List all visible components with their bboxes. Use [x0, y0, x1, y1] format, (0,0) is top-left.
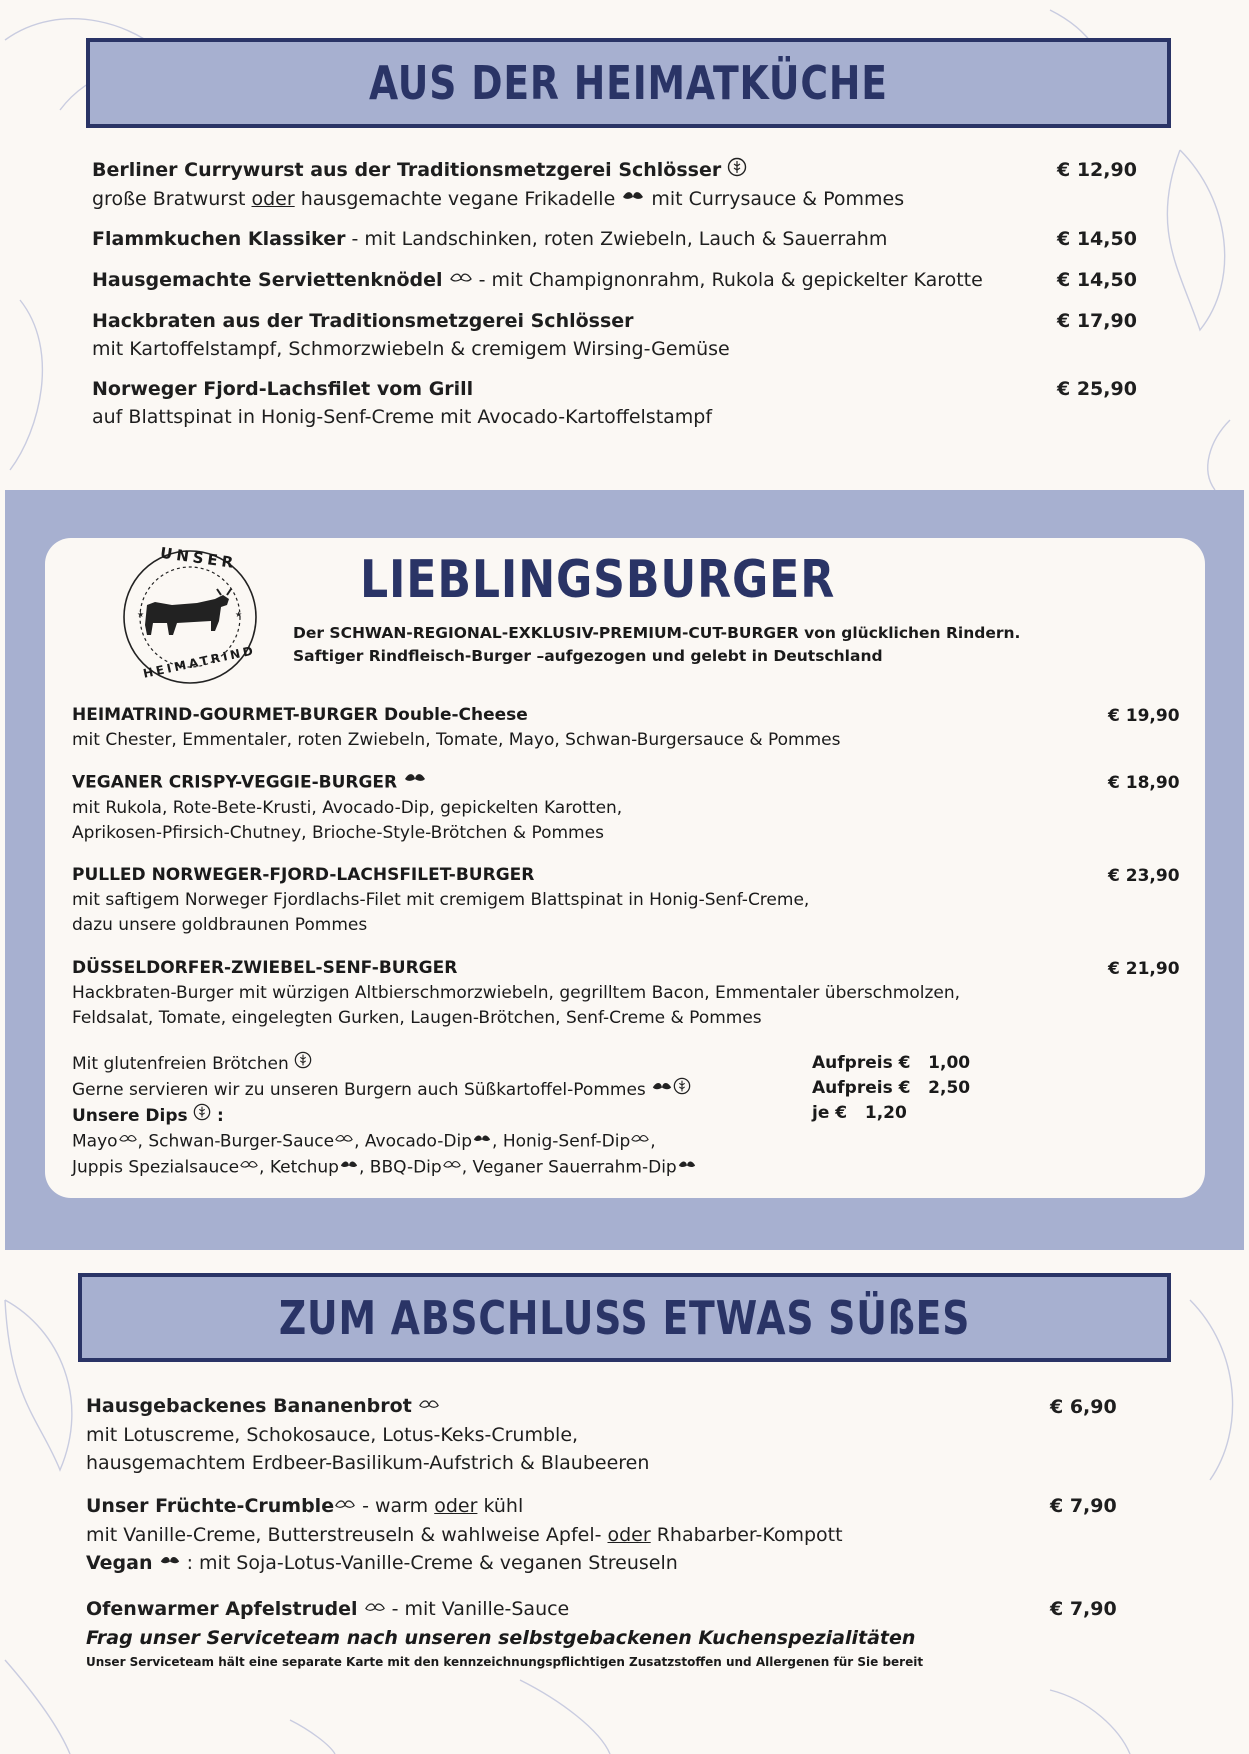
item-desc: mit Rukola, Rote-Bete-Krusti, Avocado-Dip, gepickelten Karotten,	[72, 797, 623, 818]
burger-slogan	[293, 622, 1020, 668]
item-name: Hausgemachte Serviettenknödel	[92, 269, 443, 291]
item-desc: kühl	[477, 1495, 524, 1517]
dip-price: je € 1,20	[812, 1103, 907, 1123]
list-item	[86, 1392, 649, 1477]
vegetarian-leaf-icon	[239, 1155, 259, 1180]
dip-item: , Honig-Senf-Dip	[492, 1131, 631, 1152]
dip-item: Juppis Spezialsauce	[72, 1157, 240, 1177]
item-name: Norweger Fjord-Lachsfilet vom Grill	[92, 378, 474, 400]
item-price: € 18,90	[1108, 773, 1180, 793]
list-item	[72, 703, 840, 753]
list-item	[92, 375, 712, 431]
list-item	[86, 1595, 569, 1624]
dip-item: Mayo	[72, 1131, 118, 1152]
item-desc: mit Lotuscreme, Schokosauce, Lotus-Keks-Crumble,	[86, 1423, 579, 1446]
list-item	[92, 307, 730, 363]
item-desc: - warm	[356, 1495, 435, 1517]
logo-text-top: UNSER	[159, 543, 239, 573]
item-name: Ofenwarmer Apfelstrudel	[86, 1598, 358, 1620]
item-name: Flammkuchen Klassiker	[92, 228, 346, 250]
gluten-free-icon	[294, 1051, 312, 1077]
item-name: PULLED NORWEGER-FJORD-LACHSFILET-BURGER	[72, 865, 535, 885]
list-item	[92, 225, 887, 253]
item-desc-or: oder	[434, 1495, 478, 1517]
list-item	[72, 863, 809, 938]
vegan-label: Vegan	[86, 1551, 153, 1574]
item-desc: : mit Soja-Lotus-Vanille-Creme & veganen Streuseln	[180, 1551, 678, 1574]
item-desc: - mit Landschinken, roten Zwiebeln, Lauch & Sauerrahm	[345, 228, 888, 250]
item-desc: große Bratwurst	[92, 187, 252, 210]
item-desc: mit saftigem Norweger Fjordlachs-Filet mit cremigem Blattspinat in Honig-Senf-Creme,	[72, 890, 810, 910]
dessert-header	[78, 1273, 1171, 1362]
item-desc: dazu unsere goldbraunen Pommes	[72, 915, 368, 935]
list-item	[92, 266, 983, 295]
dessert-title: ZUM ABSCHLUSS ETWAS SÜßES	[278, 1290, 971, 1345]
vegetarian-leaf-icon	[334, 1493, 356, 1521]
heimat-header	[86, 38, 1171, 128]
item-price: € 7,90	[1050, 1495, 1117, 1517]
vegetarian-leaf-icon	[364, 1596, 386, 1624]
item-price: € 23,90	[1108, 866, 1180, 886]
vegetarian-leaf-icon	[630, 1129, 650, 1154]
item-desc: mit Currysauce & Pommes	[645, 187, 905, 210]
svg-text:★: ★	[235, 610, 243, 619]
vegetarian-leaf-icon	[449, 267, 473, 295]
dip-item: , Ketchup	[259, 1157, 339, 1177]
vegetarian-leaf-icon	[334, 1129, 354, 1154]
item-desc: mit Kartoffelstampf, Schmorzwiebeln & cremigem Wirsing-Gemüse	[92, 338, 730, 360]
item-desc: Aprikosen-Pfirsich-Chutney, Brioche-Style-Brötchen & Pommes	[72, 822, 604, 843]
list-item	[86, 1492, 843, 1577]
vegan-leaf-icon	[651, 1078, 673, 1103]
vegan-leaf-icon	[621, 185, 645, 213]
dips-label: Unsere Dips	[72, 1106, 188, 1126]
item-desc: mit Vanille-Creme, Butterstreuseln & wahlweise Apfel-	[86, 1523, 608, 1546]
item-desc-or: oder	[607, 1523, 651, 1546]
item-price: € 14,50	[1057, 228, 1137, 250]
list-item	[92, 156, 904, 213]
item-name: VEGANER CRISPY-VEGGIE-BURGER	[72, 772, 398, 793]
allergen-note: Unser Serviceteam hält eine separate Karte mit den kennzeichnungspflichtigen Zusatzstoffen und Allergenen für Sie bereit	[86, 1655, 924, 1669]
gluten-free-icon	[193, 1103, 211, 1129]
item-name: DÜSSELDORFER-ZWIEBEL-SENF-BURGER	[72, 958, 458, 978]
list-item	[72, 956, 960, 1031]
dip-item: , BBQ-Dip	[358, 1157, 442, 1177]
dips-colon: :	[211, 1106, 224, 1126]
gluten-free-icon	[727, 157, 747, 185]
item-name: HEIMATRIND-GOURMET-BURGER Double-Cheese	[72, 705, 528, 725]
vegetarian-leaf-icon	[118, 1129, 138, 1154]
item-name: Unser Früchte-Crumble	[86, 1495, 335, 1517]
item-price: € 21,90	[1108, 959, 1180, 979]
item-desc: hausgemachte vegane Frikadelle	[294, 187, 616, 210]
dip-sep: ,	[650, 1131, 656, 1152]
item-desc: Rhabarber-Kompott	[650, 1523, 843, 1546]
dip-item: , Avocado-Dip	[354, 1131, 473, 1152]
svg-text:★: ★	[137, 610, 145, 619]
vegan-leaf-icon	[472, 1129, 492, 1154]
heimat-title: AUS DER HEIMATKÜCHE	[369, 56, 888, 110]
extra-gluten-free: Mit glutenfreien Brötchen	[72, 1054, 289, 1074]
item-name: Berliner Currywurst aus der Traditionsmetzgerei Schlösser	[92, 159, 722, 181]
dip-item: , Schwan-Burger-Sauce	[137, 1131, 335, 1152]
logo-text-bottom: HEIMATRIND	[141, 643, 258, 681]
item-price: € 25,90	[1057, 378, 1137, 400]
item-desc: Hackbraten-Burger mit würzigen Altbierschmorzwiebeln, gegrilltem Bacon, Emmentaler überschmolzen,	[72, 983, 961, 1003]
item-price: € 17,90	[1057, 310, 1137, 332]
list-item	[72, 770, 622, 846]
burger-title: LIEBLINGSBURGER	[360, 550, 836, 610]
item-desc: Feldsalat, Tomate, eingelegten Gurken, Laugen-Brötchen, Senf-Creme & Pommes	[72, 1008, 762, 1028]
vegan-leaf-icon	[677, 1155, 697, 1180]
extra-sweet-potato: Gerne servieren wir zu unseren Burgern auch Süßkartoffel-Pommes	[72, 1080, 646, 1100]
burger-extras	[72, 1051, 697, 1180]
item-desc: auf Blattspinat in Honig-Senf-Creme mit Avocado-Kartoffelstampf	[92, 406, 713, 428]
item-desc: - mit Vanille-Sauce	[385, 1598, 570, 1620]
gluten-free-icon	[673, 1077, 691, 1103]
vegan-leaf-icon	[159, 1549, 181, 1577]
item-price: € 12,90	[1057, 159, 1137, 181]
item-name: Hausgebackenes Bananenbrot	[86, 1395, 412, 1417]
vegan-leaf-icon	[339, 1155, 359, 1180]
slogan-line: Der SCHWAN-REGIONAL-EXKLUSIV-PREMIUM-CUT-BURGER von glücklichen Rindern.	[293, 624, 1021, 642]
surcharge-price: Aufpreis € 1,00	[812, 1053, 971, 1073]
item-price: € 14,50	[1057, 269, 1137, 291]
vegan-leaf-icon	[403, 770, 427, 795]
surcharge-column	[812, 1051, 970, 1126]
item-price: € 19,90	[1108, 706, 1180, 726]
cake-note: Frag unser Serviceteam nach unseren selbstgebackenen Kuchenspezialitäten	[86, 1627, 916, 1649]
vegetarian-leaf-icon	[418, 1393, 440, 1421]
item-name: Hackbraten aus der Traditionsmetzgerei Schlösser	[92, 310, 634, 332]
surcharge-price: Aufpreis € 2,50	[812, 1078, 971, 1098]
vegetarian-leaf-icon	[442, 1155, 462, 1180]
item-desc: hausgemachtem Erdbeer-Basilikum-Aufstrich & Blaubeeren	[86, 1451, 650, 1474]
item-price: € 7,90	[1050, 1598, 1117, 1620]
item-desc-or: oder	[251, 187, 295, 210]
item-price: € 6,90	[1050, 1396, 1117, 1418]
item-desc: - mit Champignonrahm, Rukola & gepickelter Karotte	[472, 269, 983, 291]
dip-item: , Veganer Sauerrahm-Dip	[461, 1157, 677, 1177]
item-desc: mit Chester, Emmentaler, roten Zwiebeln, Tomate, Mayo, Schwan-Burgersauce & Pommes	[72, 730, 841, 750]
slogan-line: Saftiger Rindfleisch-Burger –aufgezogen und gelebt in Deutschland	[293, 647, 883, 665]
